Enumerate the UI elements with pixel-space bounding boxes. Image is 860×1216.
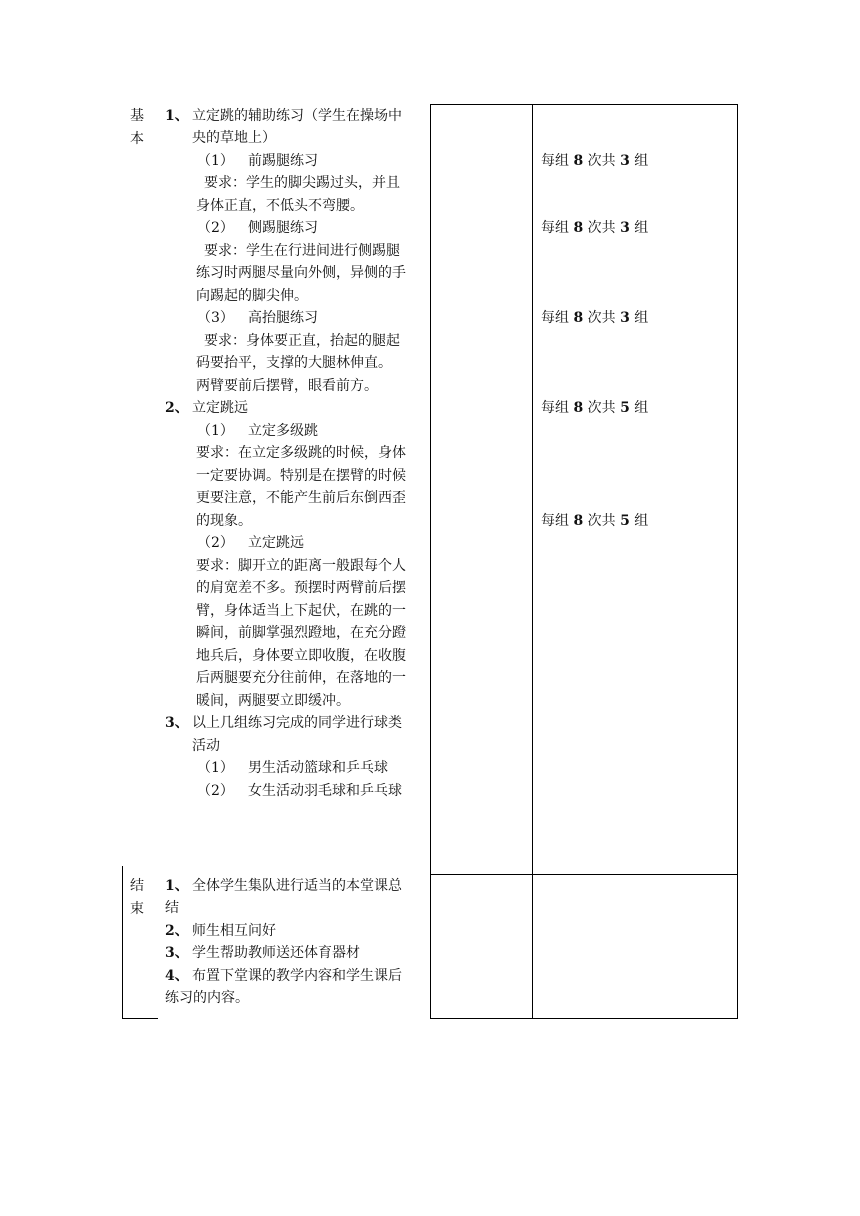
table-bottom-border-right (430, 1018, 738, 1019)
item-text-continued: 练习的内容。 (165, 990, 249, 1006)
item-text: 立定跳的辅助练习（学生在操场中 (192, 108, 402, 124)
item-number: 2、 (165, 400, 189, 416)
requirement-line: 要求：脚开立的距离一般跟每个人 (196, 558, 406, 574)
reps-count: 8 (573, 310, 584, 326)
requirement-line: 练习时两腿尽量向外侧，异侧的手 (196, 265, 406, 281)
reps-middle: 次共 (583, 310, 621, 326)
reps-count: 8 (573, 153, 584, 169)
section-label-char: 结 (130, 878, 144, 894)
reps-sets: 5 (620, 513, 630, 529)
reps-entry (541, 397, 648, 420)
reps-middle: 次共 (583, 513, 621, 529)
requirement-line: 瞬间，前脚掌强烈蹬地，在充分蹬 (196, 625, 406, 641)
reps-suffix: 组 (629, 400, 649, 416)
requirement-line: 更要注意，不能产生前后东倒西歪 (196, 490, 406, 506)
section-label-char: 束 (130, 900, 144, 917)
reps-count: 8 (573, 220, 584, 236)
requirement-line: 后两腿要充分往前伸，在落地的一 (196, 670, 406, 686)
item-text: 全体学生集队进行适当的本堂课总 (192, 878, 402, 894)
sub-item-number: （1） (197, 423, 234, 439)
item-text: 学生帮助教师送还体育器材 (192, 945, 360, 961)
requirement-line: 的现象。 (196, 513, 252, 529)
sub-item-number: （2） (197, 535, 234, 551)
section-label-ending (130, 875, 148, 920)
requirement-line: 码要抬平，支撑的大腿林伸直。 (196, 355, 392, 371)
requirement-line: 要求：身体要正直，抬起的腿起 (204, 333, 400, 349)
sub-item-number: （1） (197, 153, 234, 169)
requirement-line: 一定要协调。特别是在摆臂的时候 (196, 468, 406, 484)
item-text: 师生相互问好 (192, 923, 276, 939)
reps-suffix: 组 (629, 220, 649, 236)
reps-entry (541, 150, 648, 173)
sub-item-number: （2） (197, 783, 234, 799)
requirement-line: 要求：在立定多级跳的时候，身体 (196, 445, 406, 461)
item-text-continued: 央的草地上） (192, 130, 276, 146)
reps-entry (541, 217, 648, 240)
sub-item-title: 前踢腿练习 (248, 153, 318, 169)
item-text: 立定跳远 (192, 400, 248, 416)
reps-entry (541, 510, 648, 533)
item-text: 布置下堂课的教学内容和学生课后 (192, 968, 402, 984)
table-bottom-border-left (122, 1018, 158, 1019)
requirement-line: 要求：学生的脚尖踢过头，并且 (204, 175, 400, 191)
reps-middle: 次共 (583, 220, 621, 236)
requirement-line: 臂，身体适当上下起伏，在跳的一 (196, 603, 406, 619)
reps-prefix: 每组 (541, 153, 574, 169)
requirement-line: 暖间，两腿要立即缓冲。 (196, 693, 350, 709)
requirement-line: 身体正直，不低头不弯腰。 (196, 198, 364, 214)
sub-item-number: （3） (197, 310, 234, 326)
section-label-char: 基 (130, 108, 144, 124)
reps-middle: 次共 (583, 400, 621, 416)
item-text: 以上几组练习完成的同学进行球类 (192, 715, 402, 731)
requirement-line: 地兵后，身体要立即收腹，在收腹 (196, 648, 406, 664)
reps-entry (541, 307, 648, 330)
reps-suffix: 组 (629, 153, 649, 169)
reps-sets: 3 (620, 310, 630, 326)
sub-item-number: （2） (197, 220, 234, 236)
requirement-line: 要求：学生在行进间进行侧踢腿 (204, 243, 400, 259)
reps-sets: 3 (620, 153, 630, 169)
reps-prefix: 每组 (541, 513, 574, 529)
item-text-continued: 活动 (192, 738, 220, 754)
item-number: 2、 (165, 923, 189, 939)
item-number: 3、 (165, 945, 189, 961)
reps-prefix: 每组 (541, 310, 574, 326)
reps-sets: 5 (620, 400, 630, 416)
sub-item-title: 高抬腿练习 (248, 310, 318, 326)
reps-suffix: 组 (629, 513, 649, 529)
sub-item-title: 侧踢腿练习 (248, 220, 318, 236)
section-label-char: 本 (130, 130, 144, 147)
table-left-border (122, 866, 123, 1019)
section-label-basic (130, 105, 148, 150)
column-divider-3 (532, 104, 533, 1019)
reps-prefix: 每组 (541, 220, 574, 236)
requirement-line: 的肩宽差不多。预摆时两臂前后摆 (196, 580, 406, 596)
item-number: 3、 (165, 715, 189, 731)
sub-item-title: 立定跳远 (248, 535, 304, 551)
row-divider (430, 874, 738, 875)
reps-prefix: 每组 (541, 400, 574, 416)
reps-middle: 次共 (583, 153, 621, 169)
reps-count: 8 (573, 400, 584, 416)
item-number: 4、 (165, 968, 189, 984)
sub-item-title: 男生活动篮球和乒乓球 (248, 760, 388, 776)
sub-item-title: 女生活动羽毛球和乒乓球 (248, 783, 402, 799)
item-text-continued: 结 (165, 900, 179, 916)
table-right-border (737, 104, 738, 1019)
sub-item-title: 立定多级跳 (248, 423, 318, 439)
table-top-border (430, 104, 738, 105)
sub-item-number: （1） (197, 760, 234, 776)
reps-suffix: 组 (629, 310, 649, 326)
requirement-line: 向踢起的脚尖伸。 (196, 288, 308, 304)
item-number: 1、 (165, 878, 189, 894)
requirement-line: 两臂要前后摆臂，眼看前方。 (196, 378, 378, 394)
reps-count: 8 (573, 513, 584, 529)
reps-sets: 3 (620, 220, 630, 236)
column-divider-2 (430, 104, 431, 1019)
item-number: 1、 (165, 108, 189, 124)
